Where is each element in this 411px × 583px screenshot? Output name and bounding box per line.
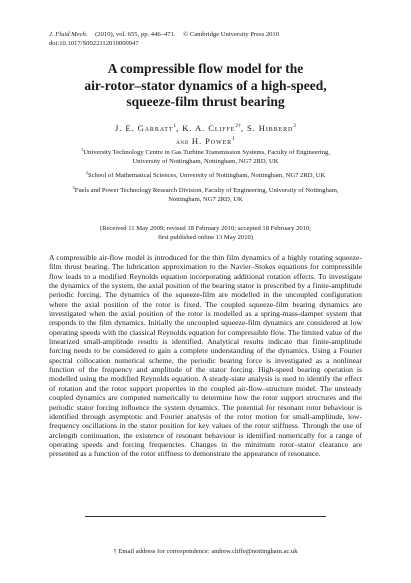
dates-line-2: first published online 13 May 2010) — [157, 234, 254, 241]
affiliation-mark: 1 — [81, 147, 84, 152]
publication-dates — [40, 224, 371, 242]
author-affil-mark: 1 — [173, 123, 177, 129]
footnote-divider — [85, 516, 326, 517]
affiliation-mark: 3 — [72, 185, 75, 191]
affiliation-2 — [40, 169, 371, 181]
affiliation-1 — [40, 146, 371, 166]
title-line-3: squeeze-film thrust bearing — [126, 94, 285, 109]
title-line-2: air-rotor–stator dynamics of a high-speed, — [84, 77, 327, 93]
affiliation-text: University of Nottingham, Nottingham, NG7 2RD, UK — [132, 157, 279, 165]
author-affil-mark: 2 — [293, 123, 297, 129]
title-line-1: A compressible flow model for the — [107, 61, 304, 76]
journal-header — [49, 30, 379, 48]
abstract: A compressible air-flow model is introduced for the thin film dynamics of a highly rotating squeeze-film thrust bearing. The lubrication approximation to the Navier–Stokes equations for compressible flow leads to a modified Reynolds equation incorporating additional rotation effects. To investigate the dynamics of the system, the axial position of the bearing stator is prescribed by a finite-amplitude periodic forcing. The dynamics of the squeeze-film are modelled in the uncoupled configuration where the axial position of the rotor is fixed. The coupled squeeze-film bearing dynamics are investigated when the axial position of the rotor is modelled as a spring-mass-damper system that responds to the film dynamics. Initially the uncoupled squeeze-film dynamics are considered at low operating speeds with the classical Reynolds equation for compressible flow. The limited value of the linearized small-amplitude results is identified. Analytical results indicate that finite-amplitude forcing needs to be considered to gain a complete understanding of the dynamics. Using a Fourier spectral collocation numerical scheme, the periodic bearing force is investigated as a nonlinear function of the frequency and amplitude of the stator forcing. High-speed bearing operation is modelled using the modified Reynolds equation. A steady-state analysis is used to identify the effect of rotation and the rotor support properties in the coupled air-flow–structure model. The unsteady coupled dynamics are computed numerically to determine how the rotor support structures and the periodic stator forcing influence the system dynamics. The potential for resonant rotor behaviour is identified through asymptotic and Fourier analysis of the rotor motion for small-amplitude, low-frequency oscillations in the stator position for key values of the rotor stiffness. Through the use of arclength continuation, the existence of resonant behaviour is identified numerically for a range of operating speeds and forcing frequencies. Changes in the minimum rotor–stator clearance are presented as a function of the rotor stiffness to demonstrate the appearance of resonance. — [49, 253, 362, 459]
author-name: J. E. Garratt — [114, 122, 174, 133]
footnote-text: Email address for correspondence: andrew.cliffe@nottingham.ac.uk — [118, 548, 298, 555]
affiliation-3 — [40, 184, 371, 204]
author-list — [40, 121, 371, 148]
correspondence-footnote — [40, 548, 371, 556]
footnote-mark: † — [113, 548, 117, 555]
affiliation-mark: 2 — [85, 170, 88, 176]
author-name: K. A. Cliffe — [182, 122, 236, 133]
affiliation-text: University Technology Centre in Gas Turbine Transmission Systems, Faculty of Engineering, — [83, 149, 330, 157]
author-name: H. Power — [191, 135, 233, 146]
volume-info: (2010), vol. 655, pp. 446–471. — [95, 31, 176, 38]
affiliations — [40, 146, 371, 208]
author-affil-mark: 2† — [235, 123, 241, 129]
copyright-notice: © Cambridge University Press 2010 — [183, 31, 280, 38]
author-affil-mark: 1 — [232, 135, 235, 142]
author-line-1: J. E. Garratt$^1$, K. A. Cliffe$^{2\dagger}$, S. Hibberd$^2$ — [114, 122, 297, 133]
affiliation-text: Nottingham, NG7 2RD, UK — [168, 195, 243, 203]
affiliation-text: Fuels and Power Technology Research Division, Faculty of Engineering, University of Nottingham, — [74, 187, 339, 195]
author-name: S. Hibberd — [246, 122, 294, 133]
author-conjunction: and — [176, 137, 189, 146]
paper-title — [40, 61, 371, 111]
affiliation-text: School of Mathematical Sciences, University of Nottingham, Nottingham, NG7 2RD, UK — [87, 172, 326, 180]
journal-name: J. Fluid Mech. — [49, 31, 88, 38]
journal-citation-line — [49, 30, 379, 39]
doi: doi:10.1017/S0022112010000947 — [49, 40, 139, 47]
dates-line-1: (Received 11 May 2009; revised 18 February 2010; accepted 18 February 2010; — [99, 225, 312, 232]
